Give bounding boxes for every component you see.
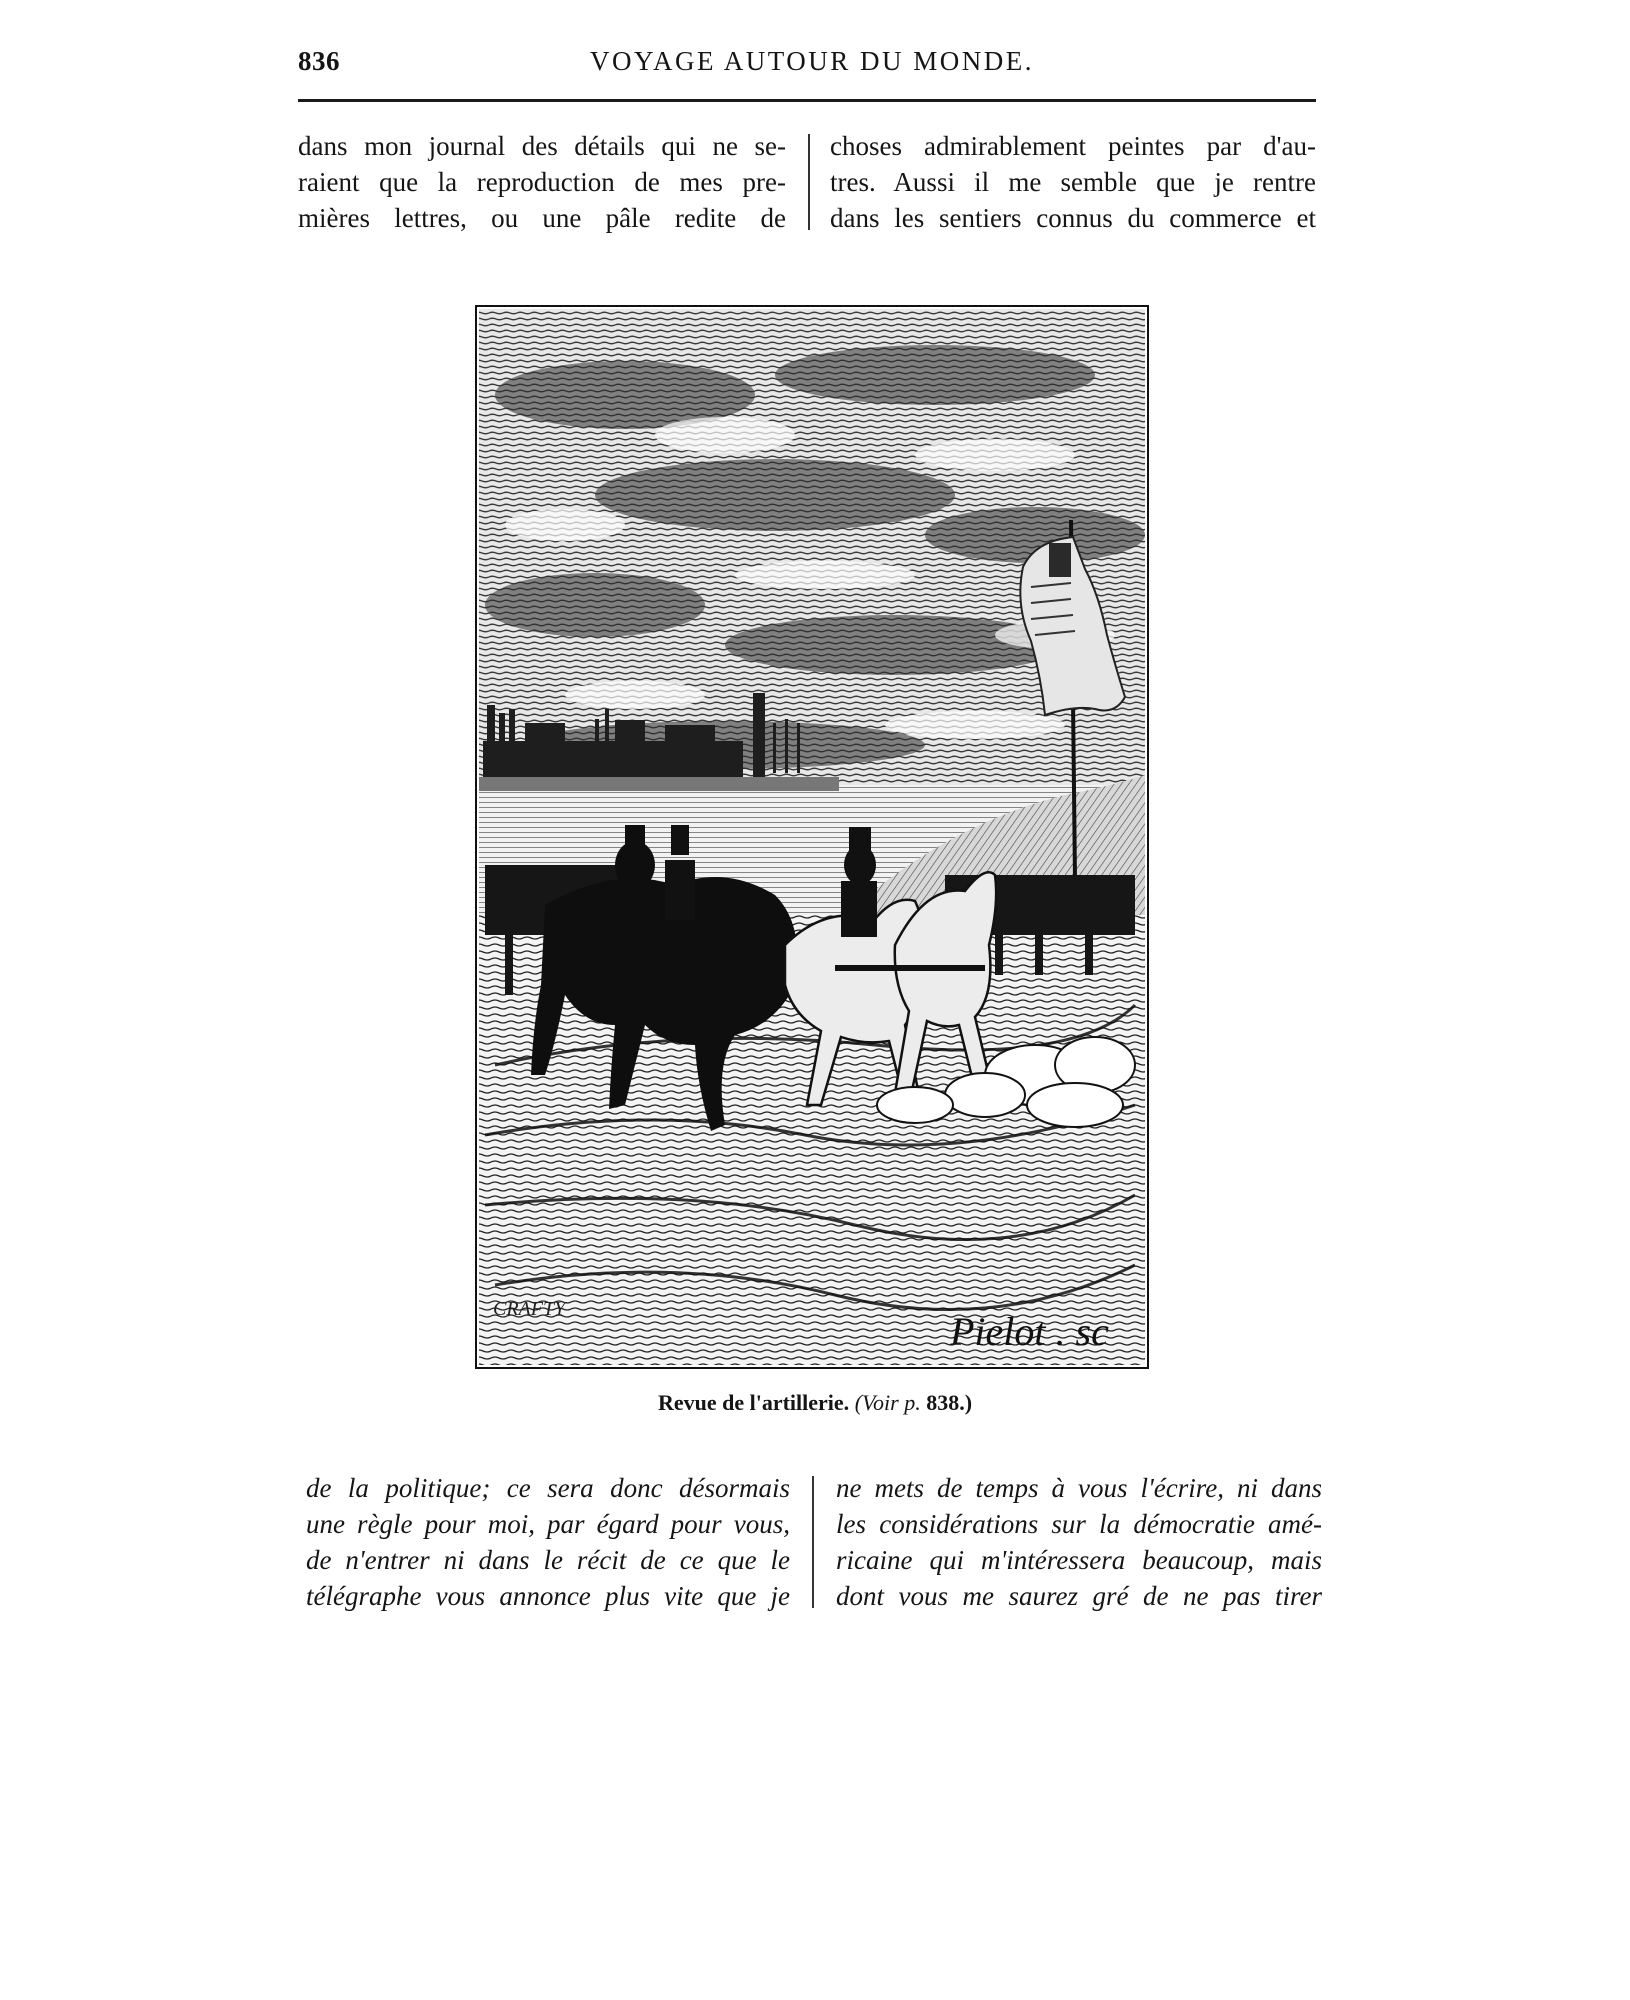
text-line: les considérations sur la démocratie amé- [836, 1509, 1322, 1539]
text-line: dans les sentiers connus du commerce et [830, 203, 1316, 233]
text-line: mières lettres, ou une pâle redite de [298, 203, 786, 233]
text-line: télégraphe vous annonce plus vite que je [306, 1581, 790, 1611]
text-line: une règle pour moi, par égard pour vous, [306, 1509, 790, 1539]
text-line: choses admirablement peintes par d'au- [830, 131, 1316, 161]
text-line: raient que la reproduction de mes pre- [298, 167, 786, 197]
text-line: de la politique; ce sera donc désormais [306, 1473, 790, 1503]
engraver-signature: Pielot . sc [950, 1309, 1109, 1354]
header-rule [298, 99, 1316, 102]
top-right-column [830, 128, 1316, 236]
column-separator [812, 1476, 814, 1608]
artist-signature: CRAFTY [493, 1298, 566, 1320]
bottom-right-column [836, 1470, 1322, 1614]
running-head: VOYAGE AUTOUR DU MONDE. [590, 46, 1035, 76]
caption-reference: (Voir p. [854, 1390, 921, 1415]
text-line: tres. Aussi il me semble que je rentre [830, 167, 1316, 197]
engraving-illustration [475, 305, 1149, 1369]
page-number: 836 [298, 46, 340, 76]
bottom-left-column [306, 1470, 790, 1614]
top-left-column [298, 128, 786, 236]
caption-title: Revue de l'artillerie. [657, 1390, 850, 1415]
text-line: ricaine qui m'intéressera beaucoup, mais [836, 1545, 1322, 1575]
text-line: ne mets de temps à vous l'écrire, ni dans [836, 1473, 1322, 1503]
text-line: de n'entrer ni dans le récit de ce que le [306, 1545, 790, 1575]
illustration-caption [0, 1390, 1630, 1416]
text-line: dont vous me saurez gré de ne pas tirer [836, 1581, 1322, 1611]
column-separator [808, 134, 810, 230]
caption-page-number: 838.) [926, 1390, 973, 1415]
text-line: dans mon journal des détails qui ne se- [298, 131, 786, 161]
